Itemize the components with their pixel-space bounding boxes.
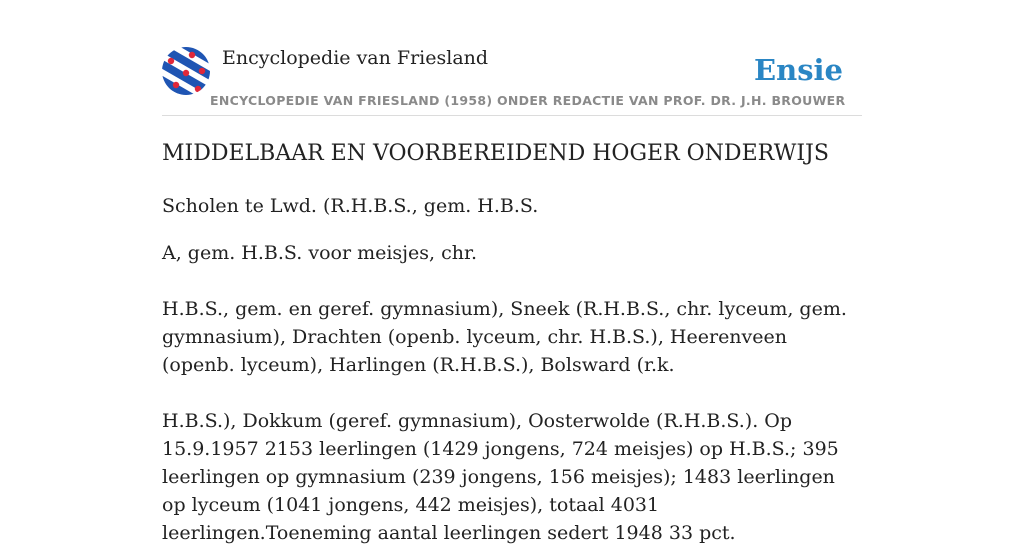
frisian-flag-icon[interactable] [162, 47, 210, 95]
article-title: MIDDELBAAR EN VOORBEREIDEND HOGER ONDERWIJS [162, 141, 829, 166]
site-title[interactable]: Encyclopedie van Friesland [222, 47, 489, 69]
article-content [162, 138, 862, 547]
brand-logo[interactable]: Ensie [754, 53, 843, 87]
article-paragraph: H.B.S., gem. en geref. gymnasium), Sneek (R.H.B.S., chr. lyceum, gem. gymnasium), Drachten (openb. lyceum, chr. H.B.S.), Heerenveen (openb. lyceum), Harlingen (R.H.B.S.), Bolsward (r.k. [162, 298, 847, 376]
article-paragraph: H.B.S.), Dokkum (geref. gymnasium), Oosterwolde (R.H.B.S.). Op 15.9.1957 2153 leerlingen (1429 jongens, 724 meisjes) op H.B.S.; 395 leerlingen op gymnasium (239 jongens, 156 meisjes); 1483 leerlingen op lyceum (1041 jongens, 442 meisjes), totaal 4031 leerlingen.Toeneming aantal leerlingen sedert 1948 33 pct. [162, 410, 839, 544]
article-paragraph: A, gem. H.B.S. voor meisjes, chr. [162, 242, 478, 264]
article-paragraph: Scholen te Lwd. (R.H.B.S., gem. H.B.S. [162, 195, 539, 217]
site-header [162, 45, 862, 116]
site-subtitle: ENCYCLOPEDIE VAN FRIESLAND (1958) ONDER REDACTIE VAN PROF. DR. J.H. BROUWER [210, 93, 846, 108]
